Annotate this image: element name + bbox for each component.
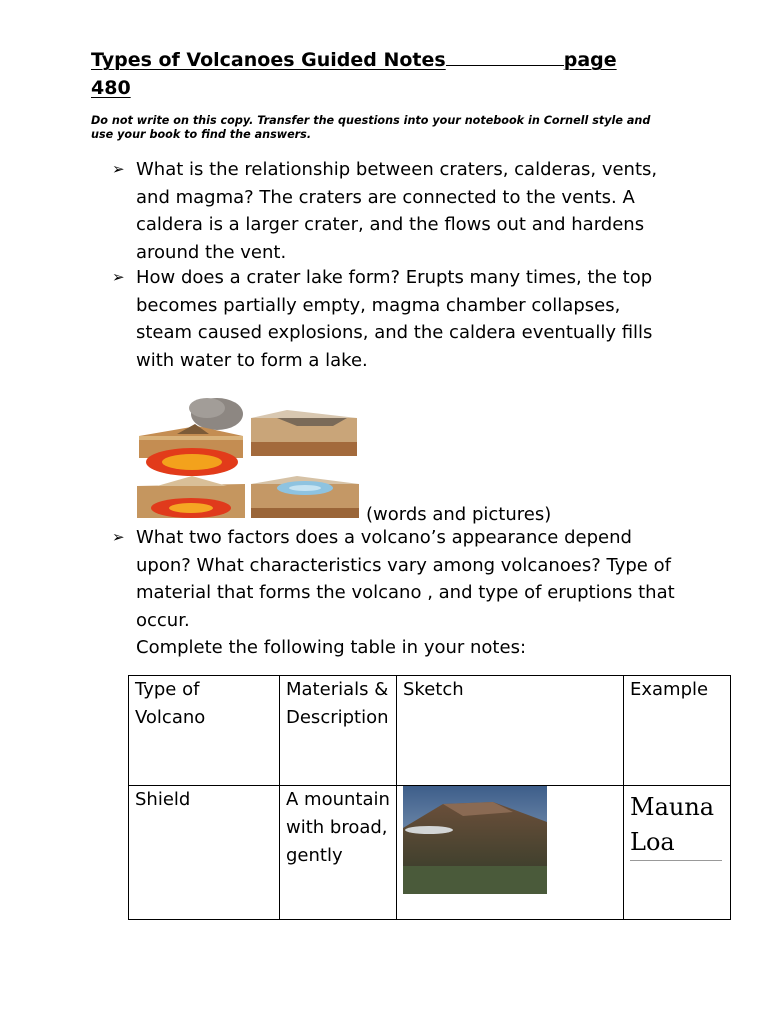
volcano-types-table (128, 675, 731, 920)
example-text: Mauna Loa (630, 793, 715, 856)
header-type: Type of Volcano (129, 676, 280, 786)
bullet-text: How does a crater lake form? Erupts many times, the top becomes partially empty, magma chamber collapses, steam caused explosions, and the caldera eventually fills with water to form a lake. (136, 267, 653, 371)
bullet-appearance-factors (112, 524, 682, 634)
magma-chamber-panel (137, 476, 245, 518)
page-number: 480 (91, 77, 131, 99)
header-sketch: Sketch (397, 676, 624, 786)
header-example: Example (624, 676, 731, 786)
table-header-row (129, 676, 731, 786)
page-label: page (563, 49, 617, 71)
bullet-relationship (112, 156, 682, 266)
title-text: Types of Volcanoes Guided Notes (91, 49, 446, 71)
arrowhead-bullet-icon: ➢ (112, 528, 125, 546)
collapse-panel (251, 410, 357, 456)
arrowhead-bullet-icon: ➢ (112, 160, 125, 178)
header-materials: Materials & Description (280, 676, 397, 786)
cell-sketch (397, 786, 624, 920)
page-title (91, 46, 651, 102)
complete-table-prompt: Complete the following table in your notes: (136, 637, 527, 658)
crater-lake-diagram (137, 396, 361, 520)
arrowhead-bullet-icon: ➢ (112, 268, 125, 286)
cell-example (624, 786, 731, 920)
title-underline-gap (446, 47, 564, 66)
table-row (129, 786, 731, 920)
eruption-panel (137, 398, 245, 476)
bullet-text: What is the relationship between craters, calderas, vents, and magma? The craters are connected to the vents. A caldera is a larger crater, and the flows out and hardens around the vent. (136, 159, 658, 263)
crater-lake-panel (251, 476, 359, 518)
bullet-crater-lake (112, 264, 682, 374)
diagram-caption: (words and pictures) (366, 504, 552, 525)
example-handwritten (630, 790, 722, 861)
shield-volcano-photo (403, 786, 547, 894)
bullet-text: What two factors does a volcano’s appearance depend upon? What characteristics vary among volcanoes? Type of material that forms the volcano , and type of eruptions that occur. (136, 527, 675, 631)
instructions: Do not write on this copy. Transfer the questions into your notebook in Cornell style and use your book to find the answers. (91, 114, 651, 141)
cell-type: Shield (129, 786, 280, 920)
cell-materials: A mountain with broad, gently (280, 786, 397, 920)
